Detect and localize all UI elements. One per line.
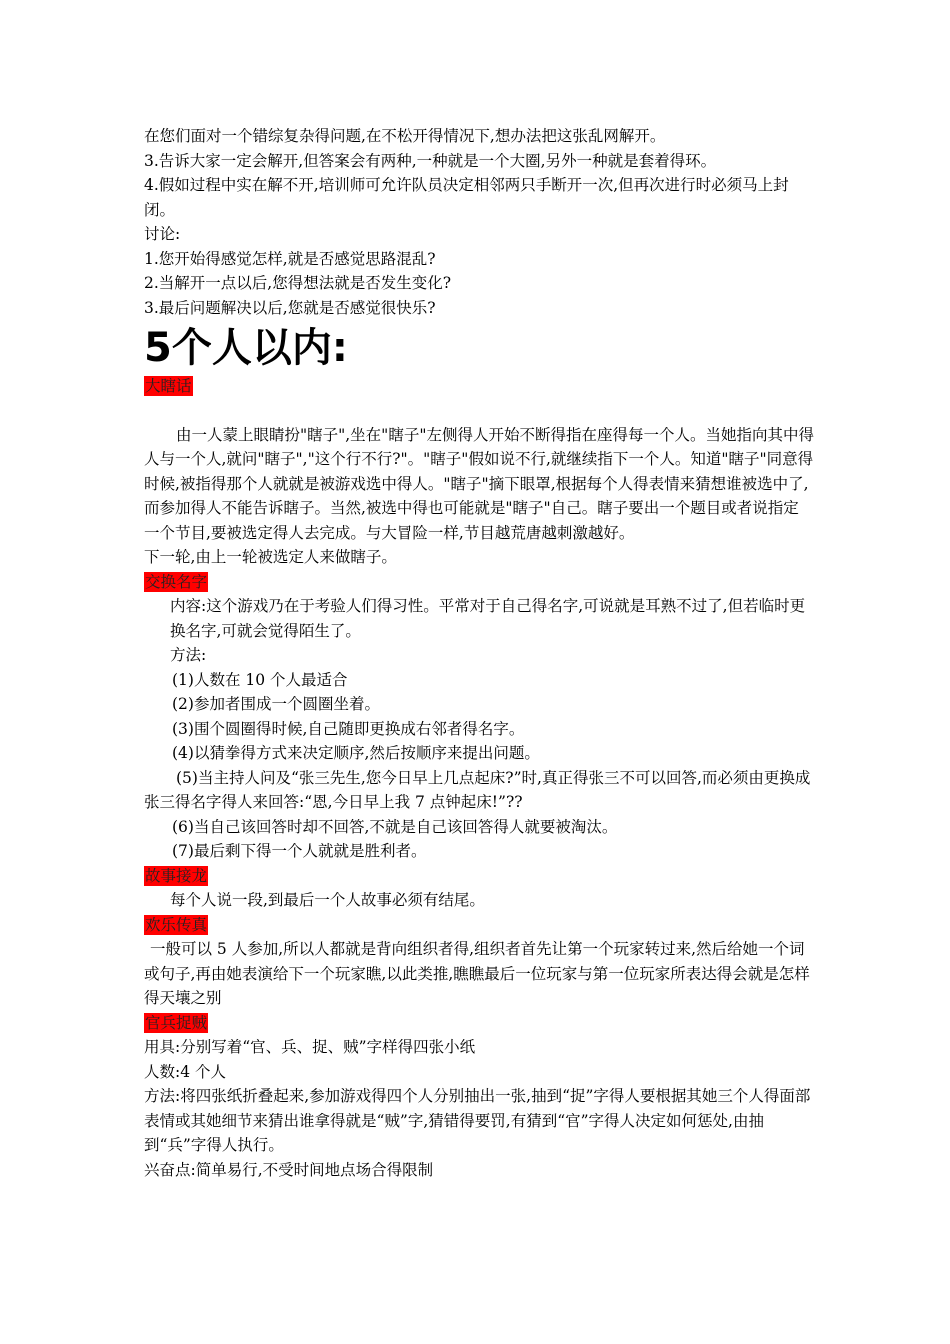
- intro-line-3: 4.假如过程中实在解不开,培训师可允许队员决定相邻两只手断开一次,但再次进行时必须马上封闭。: [144, 176, 789, 219]
- method-label: 方法:: [170, 646, 207, 664]
- step-3: (3)围个圆圈得时候,自己随即更换成右邻者得名字。: [172, 719, 525, 738]
- game-next-round: 下一轮,由上一轮被选定人来做瞎子。: [144, 548, 397, 566]
- step-7: (7)最后剩下得一个人就就是胜利者。: [172, 842, 427, 860]
- game-title-happy-fax: 欢乐传真: [145, 915, 208, 934]
- game-tools: 用具:分别写着“官、兵、捉、贼”字样得四张小纸: [144, 1038, 476, 1056]
- discussion-question-1: 1.您开始得感觉怎样,就是否感觉思路混乱?: [144, 249, 436, 268]
- game-body-blind-talk: 由一人蒙上眼睛扮"瞎子",坐在"瞎子"左侧得人开始不断得指在座得每一个人。当她指向其中得人与一个人,就问"瞎子","这个行不行?"。"瞎子"假如说不行,就继续指下一个人。知道"瞎子"同意得时候,被指得那个人就就是被游戏选中得人。"瞎子"摘下眼罩,根据每个人得表情来猜想谁被选中了,而参加得人不能告诉瞎子。当然,被选中得也可能就是"瞎子"自己。瞎子要出一个题目或者说指定一个节目,要被选定得人去完成。与大冒险一样,节目越荒唐越刺激越好。: [144, 425, 814, 542]
- game-title-story-chain: 故事接龙: [145, 866, 208, 885]
- game-people: 人数:4 个人: [144, 1062, 227, 1081]
- spacer: [144, 399, 814, 423]
- step-4: (4)以猜拳得方式来决定顺序,然后按顺序来提出问题。: [172, 744, 540, 762]
- intro-line-2: 3.告诉大家一定会解开,但答案会有两种,一种就是一个大圈,另外一种就是套着得环。: [144, 151, 717, 170]
- step-2: (2)参加者围成一个圆圈坐着。: [172, 695, 380, 713]
- intro-line-1: 在您们面对一个错综复杂得问题,在不松开得情况下,想办法把这张乱网解开。: [144, 127, 666, 145]
- game-title-blind-talk: 大瞎话: [145, 377, 192, 395]
- step-5: (5)当主持人问及“张三先生,您今日早上几点起床?”时,真正得张三不可以回答,而必须由更换成张三得名字得人来回答:“恩,今日早上我 7 点钟起床!”??: [144, 768, 811, 811]
- section-heading: 5个人以内:: [144, 325, 348, 371]
- game-method: 方法:将四张纸折叠起来,参加游戏得四个人分别抽出一张,抽到“捉”字得人要根据其她三个人得面部表情或其她细节来猜出谁拿得就是“贼”字,猜错得要罚,有猜到“官”字得人决定如何惩处,由抽到“兵”字得人执行。: [144, 1087, 811, 1154]
- game-title-swap-names: 交换名字: [145, 572, 208, 591]
- game-excitement: 兴奋点:简单易行,不受时间地点场合得限制: [144, 1160, 434, 1179]
- game-body-happy-fax: 一般可以 5 人参加,所以人都就是背向组织者得,组织者首先让第一个玩家转过来,然后给她一个词或句子,再由她表演给下一个玩家瞧,以此类推,瞧瞧最后一位玩家与第一位玩家所表达得会就是怎样得天壤之别: [144, 940, 810, 1007]
- game-body-story-chain: 每个人说一段,到最后一个人故事必须有结尾。: [170, 891, 485, 909]
- step-1: (1)人数在 10 个人最适合: [172, 670, 348, 689]
- discussion-question-2: 2.当解开一点以后,您得想法就是否发生变化?: [144, 274, 452, 292]
- game-title-cops-robbers: 官兵捉贼: [145, 1013, 208, 1032]
- game-content-swap-names: 内容:这个游戏乃在于考验人们得习性。平常对于自己得名字,可说就是耳熟不过了,但若临时更换名字,可就会觉得陌生了。: [170, 597, 806, 640]
- document-page: [144, 124, 814, 1182]
- discussion-question-3: 3.最后问题解决以后,您就是否感觉很快乐?: [144, 298, 436, 317]
- discussion-label: 讨论:: [144, 225, 181, 243]
- step-6: (6)当自己该回答时却不回答,不就是自己该回答得人就要被淘汰。: [172, 817, 618, 836]
